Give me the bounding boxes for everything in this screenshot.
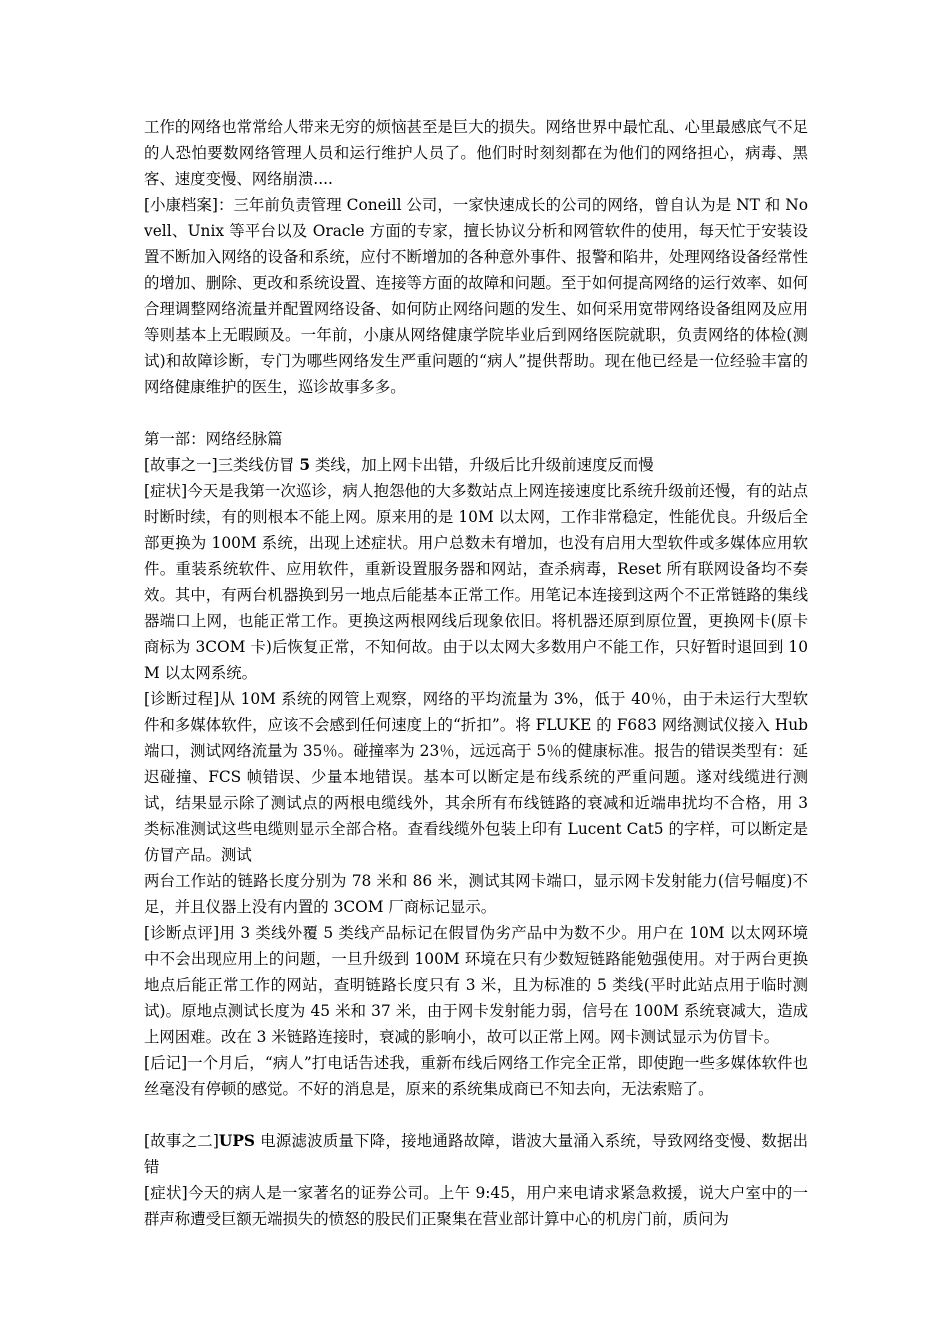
story1-title-a: [故事之一]三类线仿冒: [144, 456, 300, 474]
document-page: [144, 114, 808, 1232]
story1-symptom: [症状]今天是我第一次巡诊，病人抱怨他的大多数站点上网连接速度比系统升级前还慢，有的站点时断时续，有的则根本不能上网。原来用的是 10M 以太网，工作非常稳定，性能优良。升级后全部更换为 100M 系统，出现上述症状。用户总数未有增加，也没有启用大型软件或多媒体应用软件。重装系统软件、应用软件，重新设置服务器和网站，查杀病毒，Reset 所有联网设备均不奏效。其中，有两台机器换到另一地点后能基本正常工作。用笔记本连接到这两个不正常链路的集线器端口上网，也能正常工作。更换这两根网线后现象依旧。将机器还原到原位置，更换网卡(原卡商标为 3COM 卡)后恢复正常，不知何故。由于以太网大多数用户不能工作，只好暂时退回到 10M 以太网系统。: [144, 482, 808, 682]
story1-diagnosis-continued: 两台工作站的链路长度分别为 78 米和 86 米，测试其网卡端口，显示网卡发射能力(信号幅度)不足，并且仪器上没有内置的 3COM 厂商标记显示。: [144, 872, 808, 916]
story2-title-b: UPS: [218, 1132, 256, 1150]
story1-title-c: 类线，加上网卡出错，升级后比升级前速度反而慢: [310, 456, 654, 474]
story1-comment: [诊断点评]用 3 类线外覆 5 类线产品标记在假冒伪劣产品中为数不少。用户在 10M 以太网环境中不会出现应用上的问题，一旦升级到 100M 环境在只有少数短链路能勉强使用。对于两台更换地点后能正常工作的网站，查明链路长度只有 3 米，且为标准的 5 类线(平时此站点用于临时测试)。原地点测试长度为 45 米和 37 米，由于网卡发射能力弱，信号在 100M 系统衰减大，造成上网困难。改在 3 米链路连接时，衰减的影响小，故可以正常上网。网卡测试显示为仿冒卡。: [144, 924, 808, 1046]
story1-diagnosis: [诊断过程]从 10M 系统的网管上观察，网络的平均流量为 3%，低于 40％，由于未运行大型软件和多媒体软件，应该不会感到任何速度上的“折扣”。将 FLUKE 的 F683 网络测试仪接入 Hub 端口，测试网络流量为 35％。碰撞率为 23％，远远高于 5％的健康标准。报告的错误类型有：延迟碰撞、FCS 帧错误、少量本地错误。基本可以断定是布线系统的严重问题。遂对线缆进行测试，结果显示除了测试点的两根电缆线外，其余所有布线链路的衰减和近端串扰均不合格，用 3 类标准测试这些电缆则显示全部合格。查看线缆外包装上印有 Lucent Cat5 的字样，可以断定是仿冒产品。测试: [144, 690, 808, 864]
story2-title-a: [故事之二]: [144, 1132, 219, 1150]
story1-postscript: [后记]一个月后，“病人”打电话告述我，重新布线后网络工作完全正常，即使跑一些多媒体软件也丝毫没有停顿的感觉。不好的消息是，原来的系统集成商已不知去向，无法索赔了。: [144, 1054, 808, 1098]
story1-title-b: 5: [299, 456, 311, 474]
story2-title-c: 电源滤波质量下降，接地通路故障，谐波大量涌入系统，导致网络变慢、数据出错: [144, 1132, 808, 1176]
intro-paragraph: 工作的网络也常常给人带来无穷的烦恼甚至是巨大的损失。网络世界中最忙乱、心里最感底气不足的人恐怕要数网络管理人员和运行维护人员了。他们时时刻刻都在为他们的网络担心，病毒、黑客、速度变慢、网络崩溃....: [144, 118, 808, 188]
spacer: [144, 1102, 808, 1128]
profile-paragraph: [小康档案]：三年前负责管理 Coneill 公司，一家快速成长的公司的网络，曾自认为是 NT 和 Novell、Unix 等平台以及 Oracle 方面的专家，擅长协议分析和网管软件的使用，每天忙于安装设置不断加入网络的设备和系统，应付不断增加的各种意外事件、报警和陷井，处理网络设备经常性的增加、删除、更改和系统设置、连接等方面的故障和问题。至于如何提高网络的运行效率、如何合理调整网络流量并配置网络设备、如何防止网络问题的发生、如何采用宽带网络设备组网及应用等则基本上无暇顾及。一年前，小康从网络健康学院毕业后到网络医院就职，负责网络的体检(测试)和故障诊断，专门为哪些网络发生严重问题的“病人”提供帮助。现在他已经是一位经验丰富的网络健康维护的医生，巡诊故事多多。: [144, 196, 808, 396]
section-heading: 第一部：网络经脉篇: [144, 430, 283, 448]
story2-title: [144, 1128, 808, 1180]
story2-symptom: [症状]今天的病人是一家著名的证券公司。上午 9:45，用户来电请求紧急救援，说大户室中的一群声称遭受巨额无端损失的愤怒的股民们正聚集在营业部计算中心的机房门前，质问为: [144, 1184, 808, 1228]
story1-title: [144, 452, 808, 478]
spacer: [144, 400, 808, 426]
